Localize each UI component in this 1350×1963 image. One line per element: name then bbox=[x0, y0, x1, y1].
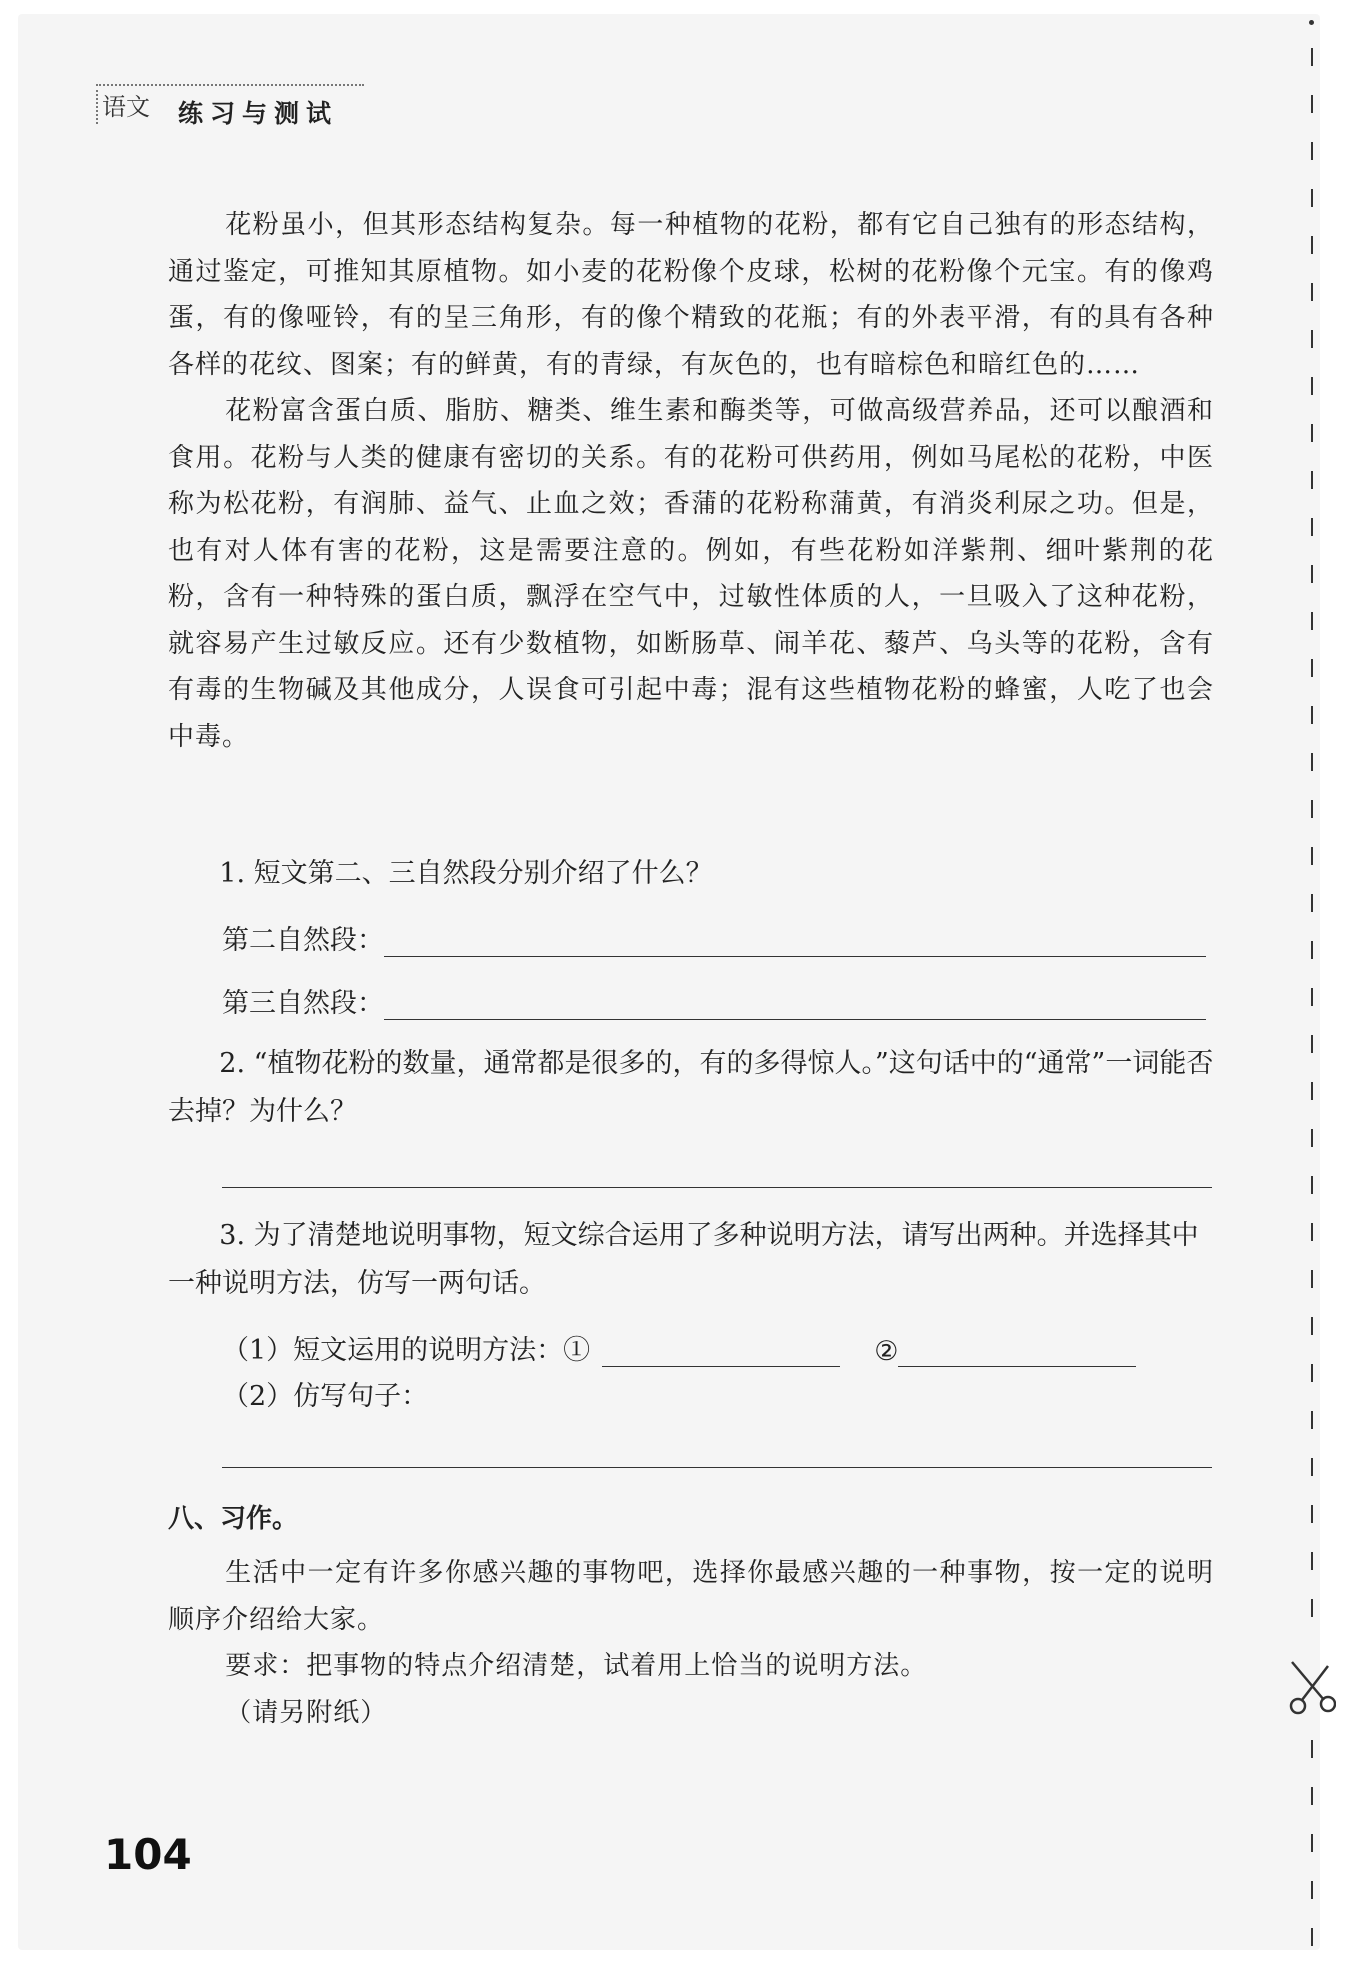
cut-line-dash bbox=[1311, 659, 1313, 677]
cut-line-dash bbox=[1311, 1223, 1313, 1241]
q1-label-a: 第二自然段： bbox=[222, 925, 384, 956]
question-1 bbox=[168, 850, 1214, 898]
cut-line-dash bbox=[1311, 377, 1313, 395]
cut-line-dash bbox=[1311, 330, 1313, 348]
q1-answer-row-b bbox=[222, 981, 1206, 1020]
cut-line-dash bbox=[1311, 142, 1313, 160]
page-number: 104 bbox=[104, 1830, 192, 1879]
cut-line-dash bbox=[1311, 988, 1313, 1006]
cut-line-dash bbox=[1311, 753, 1313, 771]
subject-label: 语文 bbox=[96, 90, 154, 124]
q1-answer-row-a bbox=[222, 918, 1206, 957]
cut-line-dash bbox=[1311, 1740, 1313, 1758]
question-1-text: 1. 短文第二、三自然段分别介绍了什么？ bbox=[219, 858, 713, 889]
book-title: 练习与测试 bbox=[178, 99, 339, 128]
q3-sub1-label: （1）短文运用的说明方法：① bbox=[222, 1335, 591, 1366]
passage-paragraph-1: 花粉虽小，但其形态结构复杂。每一种植物的花粉，都有它自己独有的形态结构，通过鉴定，可推知其原植物。如小麦的花粉像个皮球，松树的花粉像个元宝。有的像鸡蛋，有的像哑铃，有的呈三角形，有的像个精致的花瓶；有的外表平滑，有的具有各种各样的花纹、图案；有的鲜黄，有的青绿，有灰色的，也有暗棕色和暗红色的…… bbox=[168, 210, 1214, 380]
section-8-heading: 八、习作。 bbox=[168, 1504, 299, 1534]
scissors-icon bbox=[1288, 1660, 1336, 1720]
cut-line-dash bbox=[1311, 800, 1313, 818]
q3-sub2-row bbox=[222, 1374, 428, 1413]
cut-line-dash bbox=[1311, 48, 1313, 66]
cut-line-dash bbox=[1311, 1834, 1313, 1852]
cut-line-dash bbox=[1311, 424, 1313, 442]
cut-line-dash bbox=[1311, 1364, 1313, 1382]
cut-line-dash bbox=[1311, 847, 1313, 865]
cut-line-dash bbox=[1311, 612, 1313, 630]
cut-line-dash bbox=[1311, 941, 1313, 959]
cut-line-dash bbox=[1311, 471, 1313, 489]
cut-line-dash bbox=[1311, 1270, 1313, 1288]
cut-line-dash bbox=[1311, 1129, 1313, 1147]
section-8-requirement: 要求：把事物的特点介绍清楚，试着用上恰当的说明方法。 bbox=[225, 1651, 928, 1681]
q1-answer-line-a[interactable] bbox=[384, 955, 1206, 957]
q1-answer-line-b[interactable] bbox=[384, 1018, 1206, 1020]
cut-line-dash bbox=[1311, 518, 1313, 536]
header-dotted-rule bbox=[96, 84, 364, 86]
cut-line-dash bbox=[1311, 565, 1313, 583]
q3-method-1-line[interactable] bbox=[602, 1365, 840, 1367]
cut-line-dash bbox=[1311, 1928, 1313, 1946]
cut-line-dash bbox=[1311, 1881, 1313, 1899]
cut-line-dash bbox=[1311, 1787, 1313, 1805]
question-2 bbox=[168, 1040, 1214, 1136]
q3-sub2-label: （2）仿写句子： bbox=[222, 1381, 429, 1412]
passage bbox=[168, 202, 1214, 760]
q3-mark-2: ② bbox=[874, 1336, 899, 1367]
section-8-body bbox=[168, 1550, 1214, 1736]
cut-line-dash bbox=[1311, 1317, 1313, 1335]
cut-line-dash bbox=[1311, 1411, 1313, 1429]
cut-line-dash bbox=[1311, 1458, 1313, 1476]
section-8-prompt: 生活中一定有许多你感兴趣的事物吧，选择你最感兴趣的一种事物，按一定的说明顺序介绍给大家。 bbox=[168, 1558, 1214, 1635]
cut-line-dash bbox=[1311, 1552, 1313, 1570]
cut-line-dash bbox=[1311, 1599, 1313, 1617]
cut-line-dash bbox=[1311, 706, 1313, 724]
q3-sub1-row bbox=[222, 1328, 1136, 1367]
section-8-note: （请另附纸） bbox=[225, 1697, 388, 1728]
cut-line-dash bbox=[1311, 283, 1313, 301]
cut-line-dash bbox=[1311, 1505, 1313, 1523]
q3-method-2-line[interactable] bbox=[898, 1365, 1136, 1367]
cut-line-dash bbox=[1311, 894, 1313, 912]
question-2-text: 2. “植物花粉的数量，通常都是很多的，有的多得惊人。”这句话中的“通常”一词能否去掉？为什么？ bbox=[168, 1048, 1214, 1127]
q1-label-b: 第三自然段： bbox=[222, 988, 384, 1019]
cut-line-dash bbox=[1311, 1082, 1313, 1100]
cut-line-dash bbox=[1311, 236, 1313, 254]
cut-line-dash bbox=[1311, 1176, 1313, 1194]
q3-imitation-line[interactable] bbox=[222, 1466, 1212, 1468]
cut-line-dash bbox=[1311, 1035, 1313, 1053]
q2-answer-line[interactable] bbox=[222, 1186, 1212, 1188]
question-3 bbox=[168, 1212, 1214, 1308]
cut-line-dash bbox=[1311, 189, 1313, 207]
cut-line-dash bbox=[1311, 95, 1313, 113]
cut-line-dot bbox=[1309, 20, 1314, 25]
question-3-text: 3. 为了清楚地说明事物，短文综合运用了多种说明方法，请写出两种。并选择其中一种说明方法，仿写一两句话。 bbox=[168, 1220, 1199, 1299]
passage-paragraph-2: 花粉富含蛋白质、脂肪、糖类、维生素和酶类等，可做高级营养品，还可以酿酒和食用。花粉与人类的健康有密切的关系。有的花粉可供药用，例如马尾松的花粉，中医称为松花粉，有润肺、益气、止血之效；香蒲的花粉称蒲黄，有消炎利尿之功。但是，也有对人体有害的花粉，这是需要注意的。例如，有些花粉如洋紫荆、细叶紫荆的花粉，含有一种特殊的蛋白质，飘浮在空气中，过敏性体质的人，一旦吸入了这种花粉，就容易产生过敏反应。还有少数植物，如断肠草、闹羊花、藜芦、乌头等的花粉，含有有毒的生物碱及其他成分，人误食可引起中毒；混有这些植物花粉的蜂蜜，人吃了也会中毒。 bbox=[168, 396, 1214, 752]
